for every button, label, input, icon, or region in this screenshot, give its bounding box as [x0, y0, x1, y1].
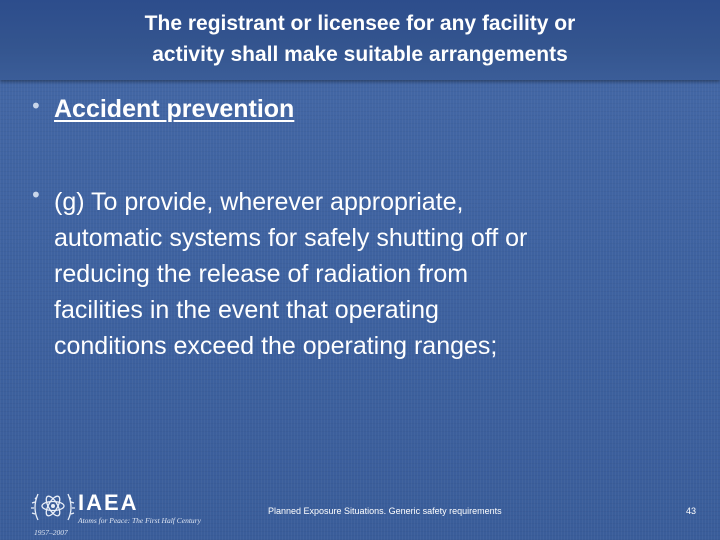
- bullet-heading: Accident prevention: [54, 95, 295, 123]
- logo-wordmark: IAEA: [78, 490, 139, 515]
- bullet-marker: •: [30, 183, 42, 207]
- logo-years: 1957–2007: [34, 528, 68, 537]
- iaea-logo: [28, 484, 201, 540]
- atom-laurel-icon: [30, 486, 76, 526]
- title-line-1: The registrant or licensee for any facility or: [144, 12, 576, 35]
- paragraph-line-2: automatic systems for safely shutting off or: [54, 224, 528, 252]
- slide-footer: [0, 484, 720, 540]
- bullet-marker: •: [30, 94, 42, 118]
- title-line-2: activity shall make suitable arrangements: [152, 43, 568, 66]
- bullet-item-requirement-g: [30, 184, 670, 364]
- page-number: 43: [686, 506, 697, 516]
- bullet-item-accident-prevention: [30, 95, 294, 123]
- logo-tagline: Atoms for Peace: The First Half Century: [78, 516, 201, 525]
- paragraph-line-4: facilities in the event that operating: [54, 296, 439, 324]
- paragraph-line-3: reducing the release of radiation from: [54, 260, 469, 288]
- paragraph-line-1: (g) To provide, wherever appropriate,: [54, 188, 464, 216]
- bullet-paragraph: [54, 184, 644, 364]
- title-bar: [0, 0, 720, 80]
- paragraph-line-5: conditions exceed the operating ranges;: [54, 332, 498, 360]
- footer-caption: Planned Exposure Situations. Generic safety requirements: [268, 506, 502, 516]
- slide-title: [0, 8, 720, 70]
